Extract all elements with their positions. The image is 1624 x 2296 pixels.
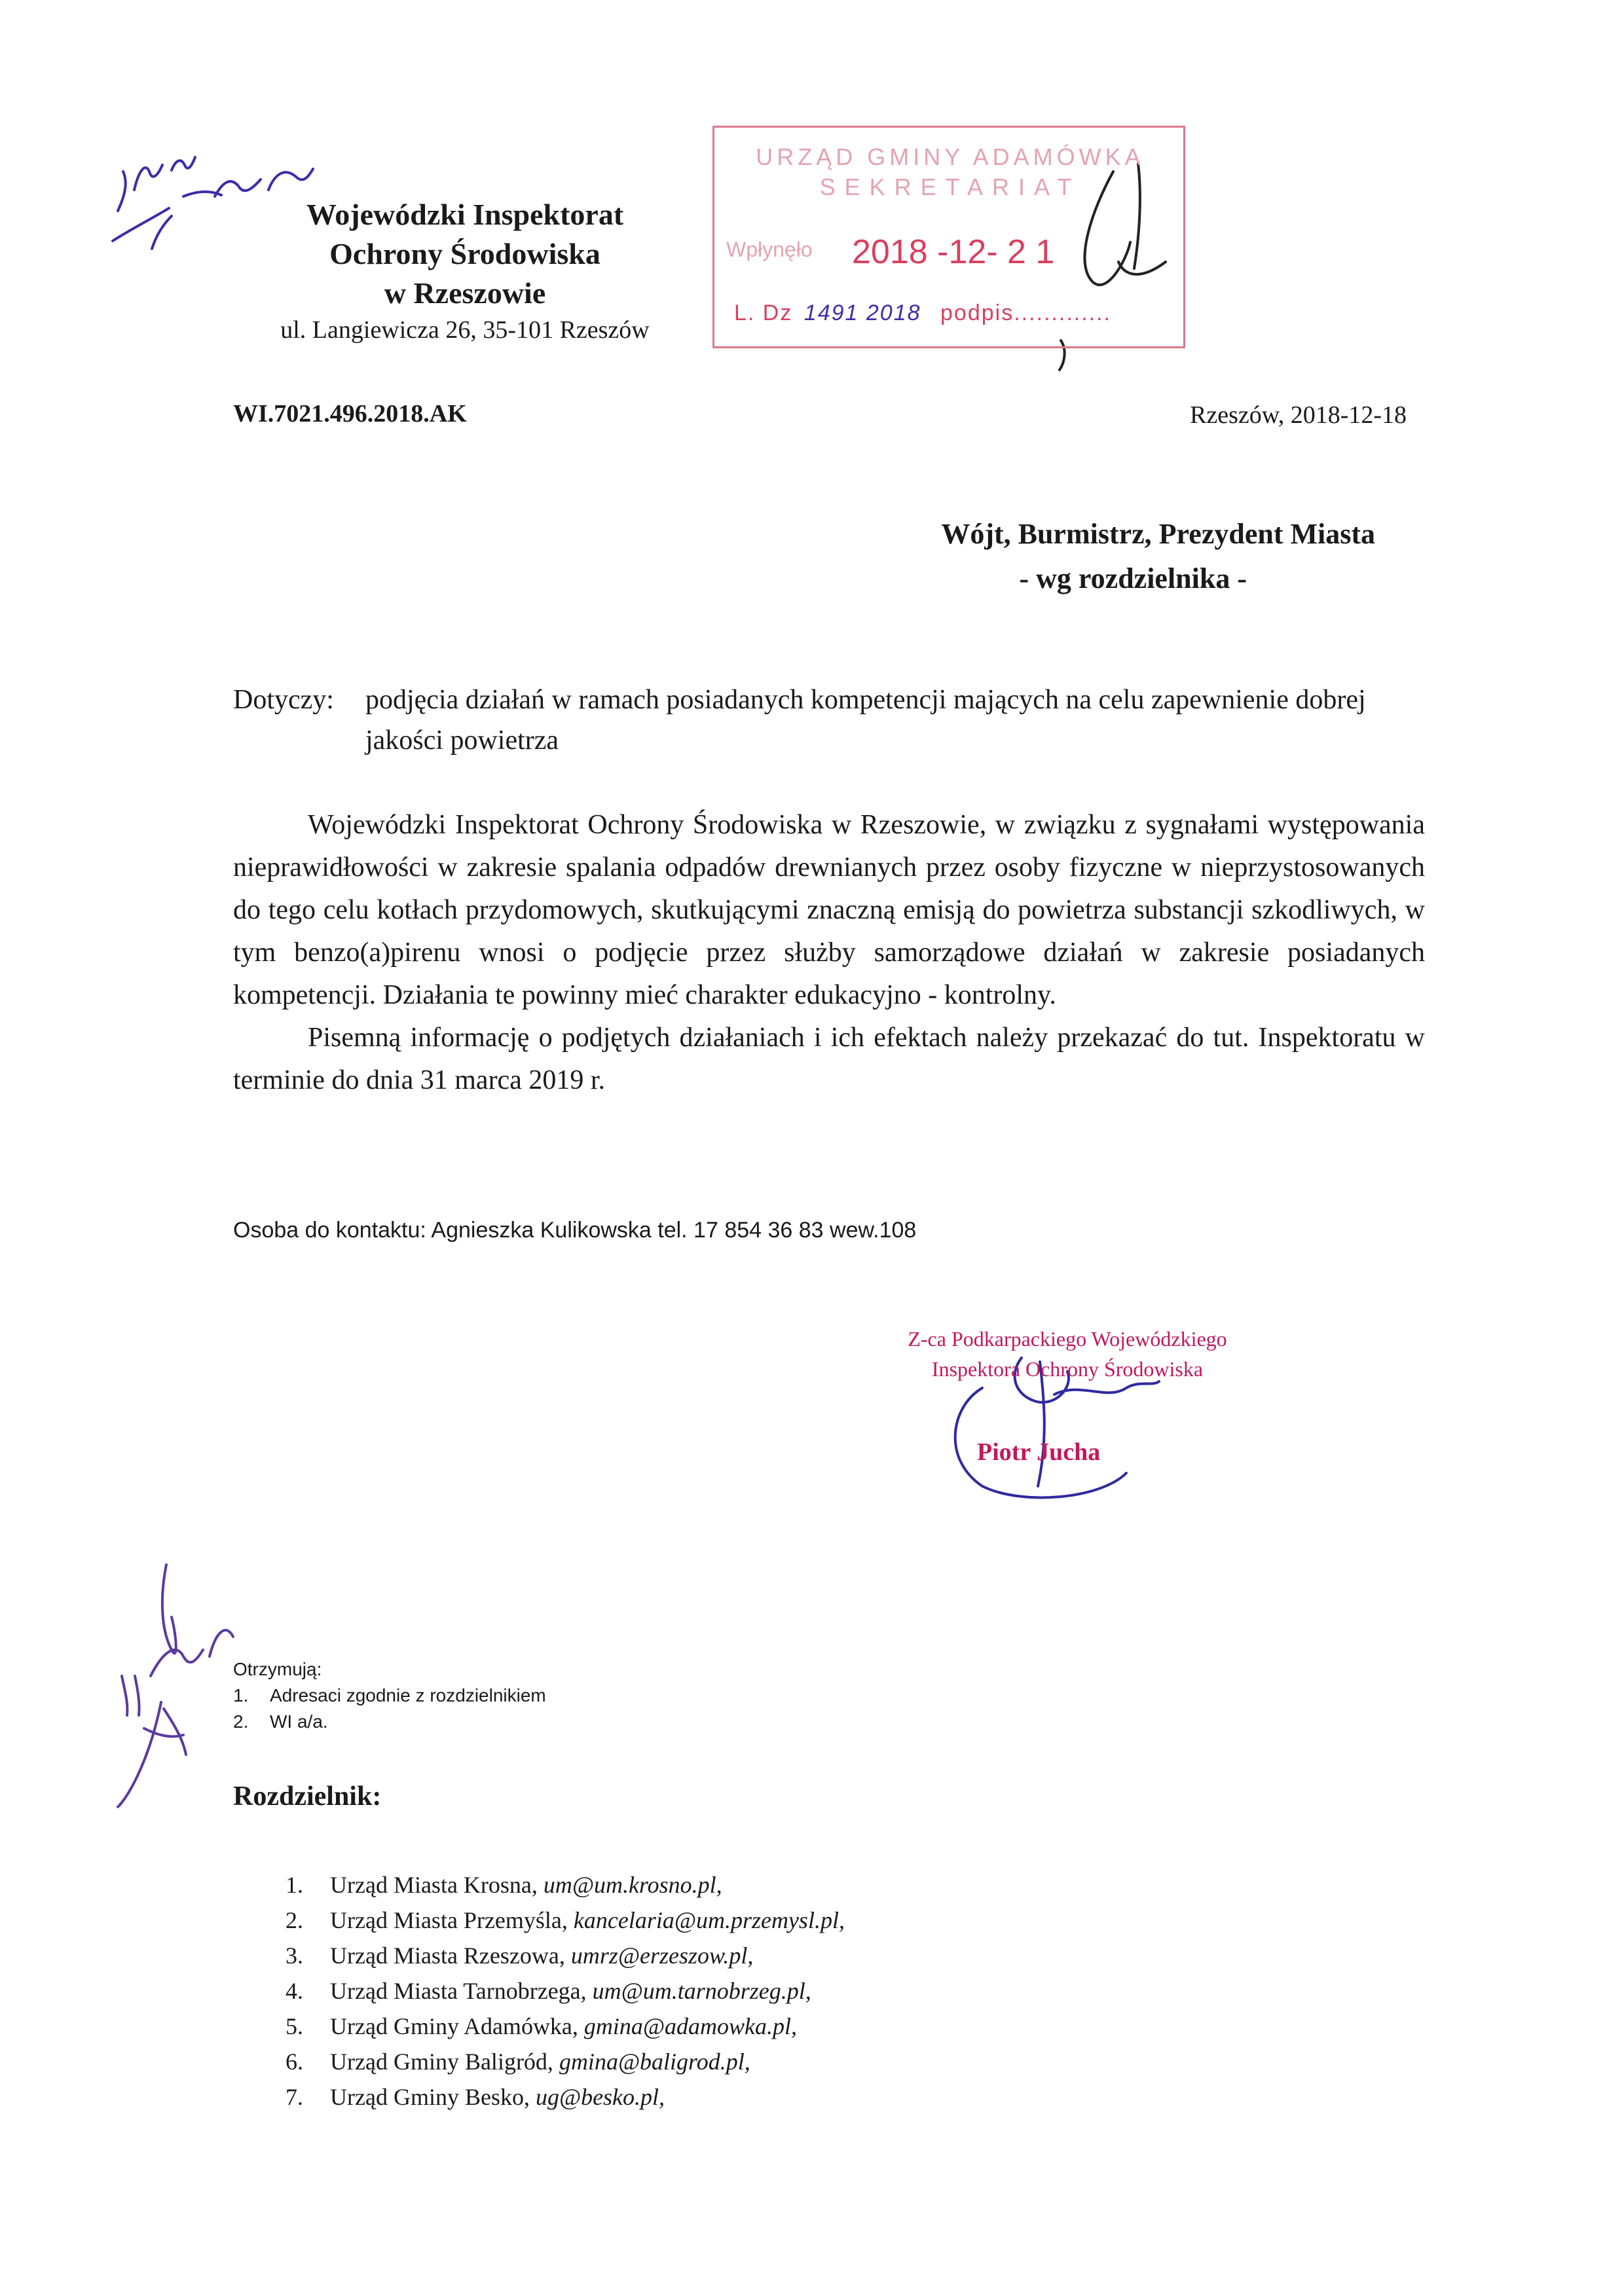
body-paragraph-2: Pisemną informację o podjętych działaniach i ich efektach należy przekazać do tut. Inspektoratu w terminie do dnia 31 marca 2019 r.: [233, 1023, 1425, 1095]
distribution-email: um@um.krosno.pl,: [543, 1872, 722, 1898]
subject-label: Dotyczy:: [233, 685, 334, 715]
stamp-ld-number: 1491 2018: [803, 301, 921, 325]
handwritten-note-left-margin: [118, 1565, 233, 1807]
signatory-name: Piotr Jucha: [977, 1438, 1101, 1466]
distribution-list: [286, 1867, 845, 2115]
distribution-name: Urząd Miasta Rzeszowa,: [330, 1942, 565, 1969]
recipient-text: Adresaci zgodnie z rozdzielnikiem: [270, 1685, 546, 1705]
recipient-text: WI a/a.: [270, 1711, 328, 1732]
distribution-num: 4.: [286, 1978, 303, 2004]
distribution-email: umrz@erzeszow.pl,: [570, 1942, 754, 1969]
organization-name: [223, 195, 707, 313]
stamp-received-label: Wpłynęło: [726, 238, 813, 261]
distribution-name: Urząd Gminy Adamówka,: [330, 2013, 578, 2039]
recipient-item: [233, 1683, 546, 1709]
stamp-line-1: URZĄD GMINY ADAMÓWKA: [756, 143, 1145, 170]
org-line-1: Wojewódzki Inspektorat: [306, 198, 624, 231]
recipients: [233, 1656, 546, 1735]
distribution-num: 5.: [286, 2013, 303, 2039]
addressee-line-2: - wg rozdzielnika -: [1019, 562, 1247, 594]
contact-person: Osoba do kontaktu: Agnieszka Kulikowska tel. 17 854 36 83 wew.108: [233, 1218, 917, 1243]
registry-stamp: [712, 126, 1185, 348]
distribution-num: 3.: [286, 1942, 303, 1969]
distribution-item: [286, 1867, 845, 1903]
distribution-email: um@um.tarnobrzeg.pl,: [592, 1978, 811, 2004]
distribution-email: kancelaria@um.przemysl.pl,: [573, 1907, 845, 1933]
distribution-name: Urząd Gminy Baligród,: [330, 2049, 553, 2075]
distribution-item: [286, 2079, 845, 2115]
distribution-title: Rozdzielnik:: [233, 1781, 382, 1812]
distribution-email: ug@besko.pl,: [535, 2084, 665, 2110]
distribution-name: Urząd Miasta Krosna,: [330, 1872, 538, 1898]
addressee: [786, 512, 1375, 601]
distribution-name: Urząd Miasta Przemyśla,: [330, 1907, 568, 1933]
org-line-3: w Rzeszowie: [384, 276, 546, 310]
body-paragraph-1: Wojewódzki Inspektorat Ochrony Środowiska w Rzeszowie, w związku z sygnałami występowania nieprawidłowości w zakresie spalania odpadów drewnianych przez osoby fizyczne w nieprzystosowanych do tego celu kotłach przydomowych, skutkującymi znaczną emisją do powietrza substancji szkodliwych, w tym benzo(a)pirenu wnosi o podjęcie przez służby samorządowe działań w zakresie posiadanych kompetencji. Działania te powinny mieć charakter edukacyjno - kontrolny.: [233, 810, 1425, 1010]
addressee-line-1: Wójt, Burmistrz, Prezydent Miasta: [941, 518, 1375, 550]
signature-stamp: [825, 1324, 1310, 1384]
signature-line-2: Inspektora Ochrony Środowiska: [931, 1357, 1204, 1381]
distribution-email: gmina@adamowka.pl,: [583, 2013, 798, 2039]
distribution-email: gmina@baligrod.pl,: [559, 2049, 750, 2075]
distribution-name: Urząd Miasta Tarnobrzega,: [330, 1978, 587, 2004]
stamp-ld-label: L. Dz: [734, 301, 793, 325]
recipient-item: [233, 1709, 546, 1735]
recipients-title: Otrzymują:: [233, 1659, 322, 1679]
reference-number: WI.7021.496.2018.AK: [233, 400, 467, 428]
distribution-item: [286, 1903, 845, 1938]
stamp-signature-label: podpis: [940, 301, 1014, 325]
distribution-num: 7.: [286, 2084, 303, 2110]
distribution-num: 1.: [286, 1872, 303, 1898]
signature-line-1: Z-ca Podkarpackiego Wojewódzkiego: [908, 1327, 1227, 1351]
distribution-item: [286, 2009, 845, 2044]
distribution-item: [286, 1938, 845, 1973]
org-line-2: Ochrony Środowiska: [329, 237, 600, 270]
distribution-item: [286, 2044, 845, 2079]
letter-body: [233, 804, 1425, 1102]
distribution-num: 6.: [286, 2049, 303, 2075]
recipient-num: 2.: [233, 1711, 249, 1732]
stamp-ld-row: L. Dz 1491 2018 podpis.............: [734, 301, 1112, 325]
distribution-name: Urząd Gminy Besko,: [330, 2084, 530, 2110]
subject-text: podjęcia działań w ramach posiadanych kompetencji mających na celu zapewnienie dobrej jakości powietrza: [365, 685, 1366, 756]
stamp-line-2: SEKRETARIAT: [819, 173, 1081, 200]
document-date: Rzeszów, 2018-12-18: [1189, 401, 1407, 429]
distribution-item: [286, 1973, 845, 2009]
distribution-num: 2.: [286, 1907, 303, 1933]
recipient-num: 1.: [233, 1685, 249, 1705]
organization-address: ul. Langiewicza 26, 35-101 Rzeszów: [280, 316, 650, 344]
stamp-received-date: 2018 -12- 2 1: [852, 233, 1055, 271]
